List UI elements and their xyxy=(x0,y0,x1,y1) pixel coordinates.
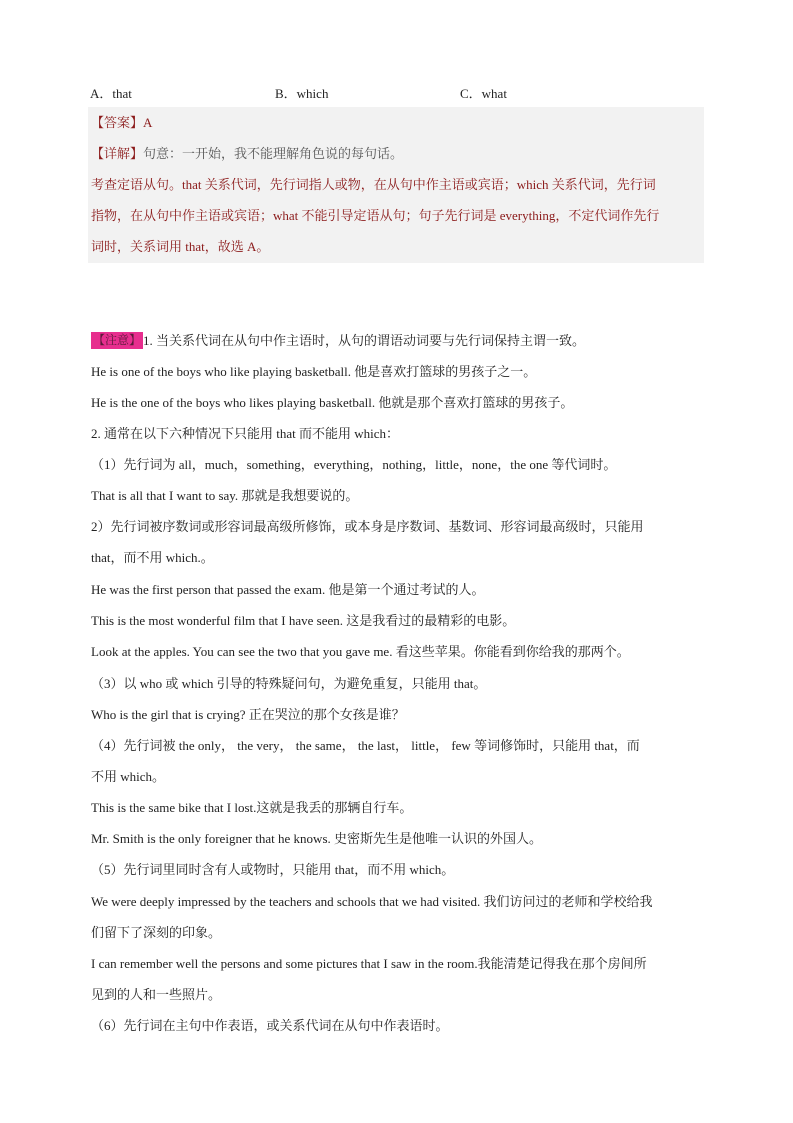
note-line: （5）先行词里同时含有人或物时，只能用 that，而不用 which。 xyxy=(91,862,455,877)
answer-label: 【答案】 xyxy=(91,115,144,130)
option-b-letter: B． xyxy=(275,86,297,101)
note-line: 2）先行词被序数词或形容词最高级所修饰，或本身是序数词、基数词、形容词最高级时，只能用 xyxy=(91,519,644,534)
option-a-letter: A． xyxy=(90,86,113,101)
note-line: He was the first person that passed the exam. 他是第一个通过考试的人。 xyxy=(91,582,485,597)
answer-box xyxy=(88,107,704,263)
note-line: 不用 which。 xyxy=(91,769,166,784)
note-line: 见到的人和一些照片。 xyxy=(91,987,222,1002)
option-a xyxy=(90,83,132,102)
note-line: （3）以 who 或 which 引导的特殊疑问句，为避免重复，只能用 that。 xyxy=(91,676,487,691)
note-line: He is the one of the boys who likes playing basketball. 他就是那个喜欢打篮球的男孩子。 xyxy=(91,395,574,410)
answer-value: A xyxy=(143,115,153,130)
note-line: I can remember well the persons and some pictures that I saw in the room.我能清楚记得我在那个房间所 xyxy=(91,956,647,971)
note-line: That is all that I want to say. 那就是我想要说的。 xyxy=(91,488,359,503)
note-line: Who is the girl that is crying? 正在哭泣的那个女孩是谁？ xyxy=(91,707,405,722)
note-line: This is the same bike that I lost.这就是我丢的那辆自行车。 xyxy=(91,800,413,815)
explanation-line: 词时，关系词用 that，故选 A。 xyxy=(91,239,270,254)
option-c-letter: C． xyxy=(460,86,482,101)
note-line: We were deeply impressed by the teachers and schools that we had visited. 我们访问过的老师和学校给我 xyxy=(91,894,653,909)
note-line-1 xyxy=(91,325,706,356)
note-line: This is the most wonderful film that I have seen. 这是我看过的最精彩的电影。 xyxy=(91,613,516,628)
detail-translation: 句意：一开始，我不能理解角色说的每句话。 xyxy=(143,146,404,161)
note-line: Mr. Smith is the only foreigner that he knows. 史密斯先生是他唯一认识的外国人。 xyxy=(91,831,543,846)
option-c xyxy=(460,83,507,102)
note-line: He is one of the boys who like playing basketball. 他是喜欢打篮球的男孩子之一。 xyxy=(91,364,537,379)
note-text: 1. 当关系代词在从句中作主语时，从句的谓语动词要与先行词保持主谓一致。 xyxy=(143,333,586,348)
option-b xyxy=(275,83,328,102)
note-line: that，而不用 which.。 xyxy=(91,550,214,565)
detail-line xyxy=(91,138,703,169)
note-line: （1）先行词为 all，much，something，everything，nothing，little，none，the one 等代词时。 xyxy=(91,457,617,472)
option-b-text: which xyxy=(296,86,329,101)
answer-options xyxy=(90,83,710,103)
explanation-line: 指物，在从句中作主语或宾语；what 不能引导定语从句；句子先行词是 everything，不定代词作先行 xyxy=(91,208,660,223)
note-line: （6）先行词在主句中作表语，或关系代词在从句中作表语时。 xyxy=(91,1018,449,1033)
explanation-line: 考查定语从句。that 关系代词，先行词指人或物，在从句中作主语或宾语；which 关系代词，先行词 xyxy=(91,177,656,192)
answer-line xyxy=(91,107,703,138)
option-a-text: that xyxy=(112,86,132,101)
note-tag: 【注意】 xyxy=(93,333,142,347)
note-line: 2. 通常在以下六种情况下只能用 that 而不能用 which： xyxy=(91,426,400,441)
note-line: 们留下了深刻的印象。 xyxy=(91,925,222,940)
note-line: （4）先行词被 the only， the very， the same， the last， little， few 等词修饰时，只能用 that，而 xyxy=(91,738,640,753)
option-c-text: what xyxy=(481,86,507,101)
note-line: Look at the apples. You can see the two that you gave me. 看这些苹果。你能看到你给我的那两个。 xyxy=(91,644,630,659)
detail-label: 【详解】 xyxy=(91,146,144,161)
